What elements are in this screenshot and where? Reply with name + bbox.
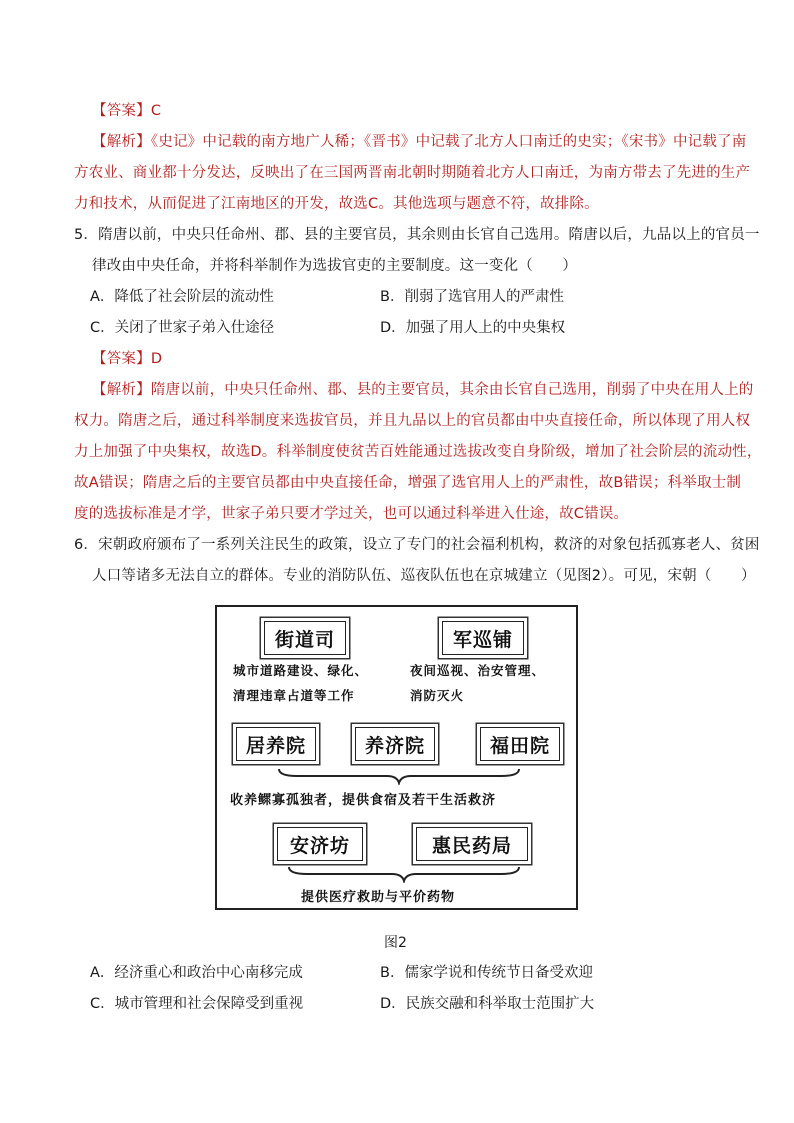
box-huiminyaoju: 惠民药局 bbox=[416, 827, 528, 861]
q6-stem-line-2: 人口等诸多无法自立的群体。专业的消防队伍、巡夜队伍也在京城建立（见图2）。可见，宋朝（ ） bbox=[92, 568, 756, 584]
box1-desc-line-1: 城市道路建设、绿化、 bbox=[233, 663, 369, 678]
q5-stem-line-2: 律改由中央任命，并将科举制作为选拔官吏的主要制度。这一变化（ ） bbox=[92, 258, 578, 274]
box-jiedaosi: 街道司 bbox=[264, 621, 346, 655]
q5-analysis-line-1: 【解析】隋唐以前，中央只任命州、郡、县的主要官员，其余由长官自己选用，削弱了中央在用人上的 bbox=[92, 382, 754, 398]
q5-analysis-line-3: 力上加强了中央集权，故选D。科举制度使贫苦百姓能通过选拔改变自身阶级，增加了社会阶层的流动性， bbox=[74, 444, 762, 460]
box1-desc-line-2: 清理违章占道等工作 bbox=[233, 688, 355, 703]
q5-analysis-line-2: 权力。隋唐之后，通过科举制度来选拔官员，并且九品以上的官员都由中央直接任命，所以体现了用人权 bbox=[74, 413, 751, 429]
q5-stem-line-1: 5．隋唐以前，中央只任命州、郡、县的主要官员，其余则由长官自己选用。隋唐以后，九品以上的官员一 bbox=[74, 227, 760, 243]
answer-tag: 【答案】 bbox=[92, 103, 151, 119]
q4-analysis-line-3: 力和技术，从而促进了江南地区的开发，故选C。其他选项与题意不符，故排除。 bbox=[74, 196, 599, 212]
analysis-tag: 【解析】 bbox=[92, 134, 151, 150]
answer-value: D bbox=[150, 351, 163, 367]
q6-stem-line-1: 6．宋朝政府颁布了一系列关注民生的政策，设立了专门的社会福利机构，救济的对象包括孤寡老人、贫困 bbox=[74, 537, 760, 553]
box2-desc-line-2: 消防灭火 bbox=[410, 688, 465, 703]
brace-group-1 bbox=[277, 767, 522, 785]
q6-option-d: D．民族交融和科举取士范围扩大 bbox=[380, 996, 595, 1012]
answer-tag: 【答案】 bbox=[92, 351, 151, 367]
q4-answer bbox=[92, 100, 161, 122]
group1-desc: 收养鳏寡孤独者，提供食宿及若干生活救济 bbox=[230, 793, 497, 808]
q4-analysis-line-2: 方农业、商业都十分发达，反映出了在三国两晋南北朝时期随着北方人口南迁，为南方带去了先进的生产 bbox=[74, 165, 751, 181]
q4-analysis-line-1: 【解析】《史记》中记载的南方地广人稀；《晋书》中记载了北方人口南迁的史实；《宋书》中记载了南 bbox=[92, 134, 747, 150]
box-anjifang: 安济坊 bbox=[277, 827, 363, 861]
figure-song-welfare-institutions bbox=[215, 605, 578, 910]
brace-group-2 bbox=[287, 865, 522, 883]
box2-desc-line-1: 夜间巡视、治安管理、 bbox=[410, 663, 546, 678]
q5-analysis-line-5: 度的选拔标准是才学，世家子弟只要才学过关，也可以通过科举进入仕途，故C错误。 bbox=[74, 506, 629, 522]
q5-option-c: C．关闭了世家子弟入仕途径 bbox=[90, 320, 275, 336]
box-futianyuan: 福田院 bbox=[480, 727, 560, 761]
q5-option-b: B．削弱了选官用人的严肃性 bbox=[380, 289, 564, 305]
answer-value: C bbox=[150, 103, 162, 119]
analysis-tag: 【解析】 bbox=[92, 382, 151, 398]
box-juyangyuan: 居养院 bbox=[236, 727, 316, 761]
q6-option-a: A．经济重心和政治中心南移完成 bbox=[90, 965, 303, 981]
q6-option-b: B．儒家学说和传统节日备受欢迎 bbox=[380, 965, 593, 981]
group2-desc: 提供医疗救助与平价药物 bbox=[301, 890, 456, 905]
q6-option-c: C．城市管理和社会保障受到重视 bbox=[90, 996, 304, 1012]
box-junxunpu: 军巡铺 bbox=[442, 621, 524, 655]
q5-option-a: A．降低了社会阶层的流动性 bbox=[90, 289, 274, 305]
figure-caption: 图2 bbox=[384, 935, 407, 951]
box-yangjiyuan: 养济院 bbox=[355, 727, 435, 761]
q5-analysis-line-4: 故A错误；隋唐之后的主要官员都由中央直接任命，增强了选官用人上的严肃性，故B错误；科举取士制 bbox=[74, 475, 742, 491]
q5-answer bbox=[92, 348, 162, 370]
q5-option-d: D．加强了用人上的中央集权 bbox=[380, 320, 566, 336]
